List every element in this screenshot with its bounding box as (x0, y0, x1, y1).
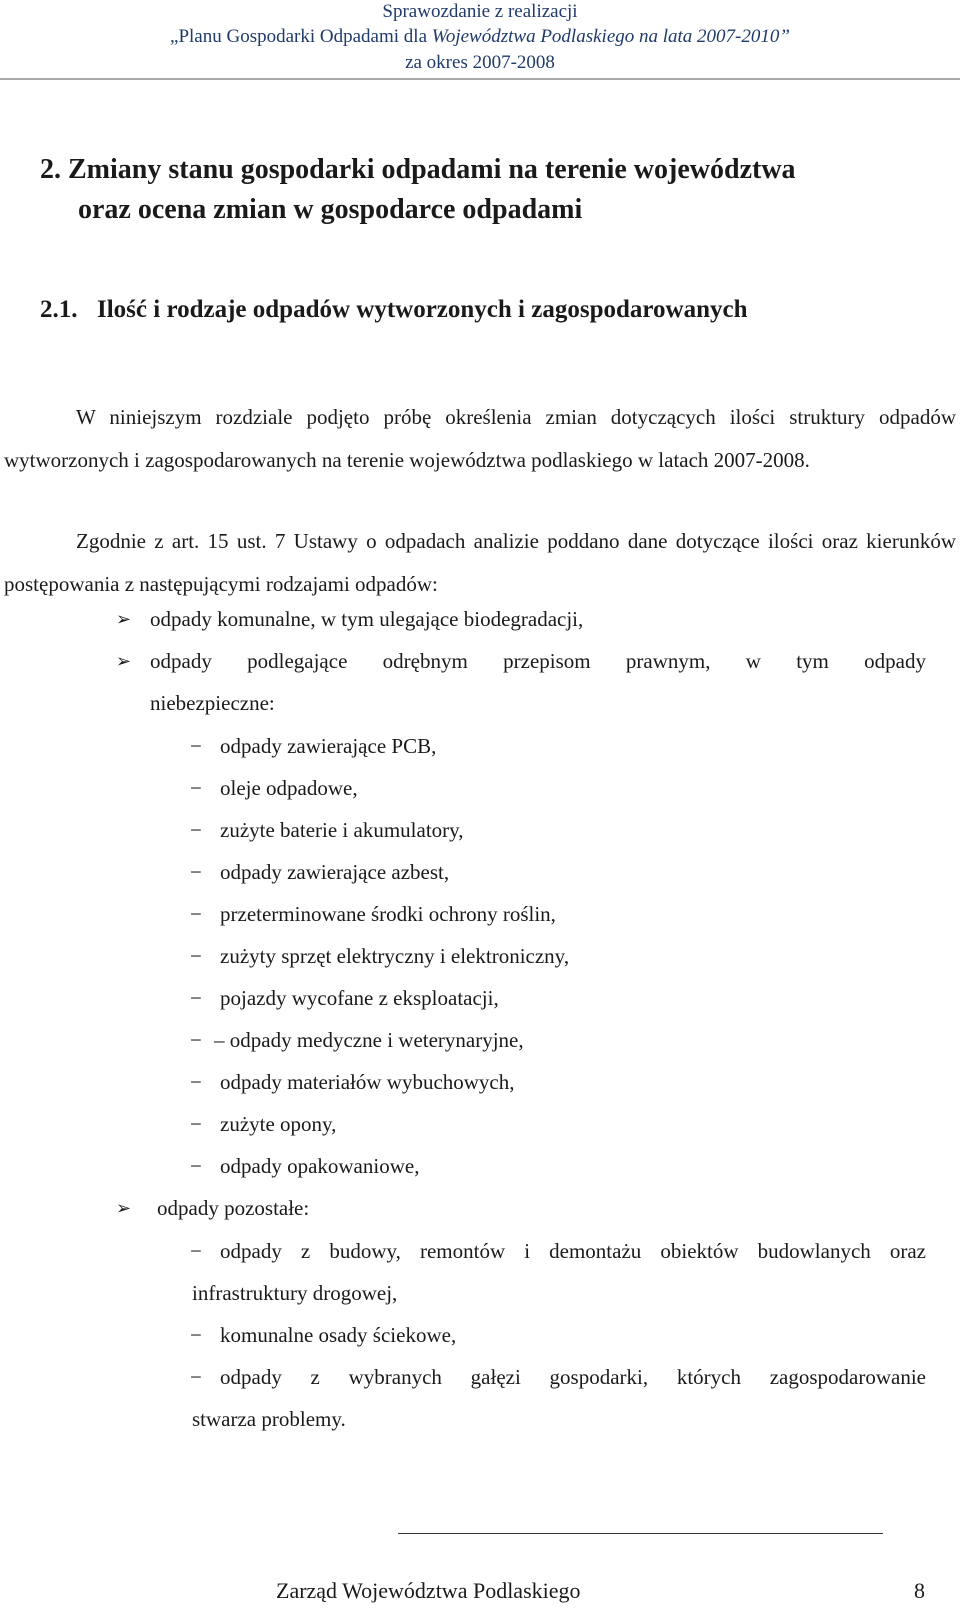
header-divider (0, 78, 960, 80)
dash-bullet-icon: − (190, 1154, 202, 1178)
plan-name-prefix: „Planu Gospodarki Odpadami dla (170, 26, 432, 47)
list-item-sewage-sludge: komunalne osady ściekowe, (220, 1323, 457, 1347)
list-item-hazardous: zużyte opony, (220, 1112, 337, 1136)
dash-bullet-icon: − (190, 1239, 202, 1263)
dash-bullet-icon: − (190, 1070, 202, 1094)
legal-basis-paragraph (4, 520, 956, 606)
chapter-heading-line-1: 2. Zmiany stanu gospodarki odpadami na terenie województwa (40, 154, 796, 185)
list-item-municipal: odpady komunalne, w tym ulegające biodegradacji, (150, 607, 584, 631)
list-item-other: odpady pozostałe: (157, 1196, 310, 1220)
page-number: 8 (914, 1578, 925, 1603)
list-item-hazardous: pojazdy wycofane z eksploatacji, (220, 986, 499, 1010)
dash-bullet-icon: − (190, 860, 202, 884)
report-header-title: Sprawozdanie z realizacji (382, 1, 578, 22)
arrow-bullet-icon: ➢ (116, 1198, 132, 1218)
section-number: 2.1. (40, 296, 78, 323)
dash-bullet-icon: − (190, 734, 202, 758)
list-item-construction-line-2: infrastruktury drogowej, (192, 1281, 398, 1305)
section-heading (40, 296, 748, 324)
list-item-problematic-line-1: odpady z wybranych gałęzi gospodarki, których zagospodarowanie (220, 1365, 926, 1389)
list-item-hazardous: oleje odpadowe, (220, 776, 358, 800)
list-item-special-line-1: odpady podlegające odrębnym przepisom prawnym, w tym odpady (150, 649, 926, 673)
legal-basis-paragraph-text: Zgodnie z art. 15 ust. 7 Ustawy o odpadach analizie poddano dane dotyczące ilości oraz kierunków postępowania z następującymi rodzajami odpadów: (4, 529, 956, 596)
list-item-hazardous: zużyty sprzęt elektryczny i elektroniczny, (220, 944, 570, 968)
list-item-hazardous: odpady zawierające azbest, (220, 860, 450, 884)
chapter-heading (40, 150, 940, 230)
report-header-plan (0, 26, 960, 48)
dash-bullet-icon: − (190, 776, 202, 800)
intro-paragraph (4, 396, 956, 482)
footer-organization: Zarząd Województwa Podlaskiego (276, 1578, 581, 1603)
list-item-special-line-2: niebezpieczne: (150, 691, 275, 715)
list-item-hazardous: przeterminowane środki ochrony roślin, (220, 902, 556, 926)
dash-bullet-icon: − (190, 1365, 202, 1389)
dash-bullet-icon: − (190, 1323, 202, 1347)
chapter-heading-line-2: oraz ocena zmian w gospodarce odpadami (78, 194, 583, 225)
plan-name-italic: Województwa Podlaskiego na lata 2007-2010” (431, 26, 790, 47)
list-item-hazardous: odpady zawierające PCB, (220, 734, 437, 758)
dash-bullet-icon: − (190, 944, 202, 968)
section-title: Ilość i rodzaje odpadów wytworzonych i zagospodarowanych (97, 296, 748, 323)
dash-bullet-icon: − (190, 1028, 202, 1052)
dash-bullet-icon: − (190, 902, 202, 926)
list-item-hazardous: – odpady medyczne i weterynaryjne, (214, 1028, 524, 1052)
list-item-hazardous: zużyte baterie i akumulatory, (220, 818, 464, 842)
list-item-hazardous: odpady materiałów wybuchowych, (220, 1070, 515, 1094)
dash-bullet-icon: − (190, 818, 202, 842)
intro-paragraph-text: W niniejszym rozdziale podjęto próbę określenia zmian dotyczących ilości struktury odpadów wytworzonych i zagospodarowanych na terenie województwa podlaskiego w latach 2007-2008. (4, 405, 956, 472)
dash-bullet-icon: − (190, 1112, 202, 1136)
list-item-hazardous: odpady opakowaniowe, (220, 1154, 420, 1178)
report-header-period: za okres 2007-2008 (405, 52, 555, 73)
dash-bullet-icon: − (190, 986, 202, 1010)
list-item-construction-line-1: odpady z budowy, remontów i demontażu obiektów budowlanych oraz (220, 1239, 926, 1263)
list-item-problematic-line-2: stwarza problemy. (192, 1407, 346, 1431)
footer-divider (398, 1533, 883, 1534)
arrow-bullet-icon: ➢ (116, 651, 132, 671)
arrow-bullet-icon: ➢ (116, 609, 132, 629)
